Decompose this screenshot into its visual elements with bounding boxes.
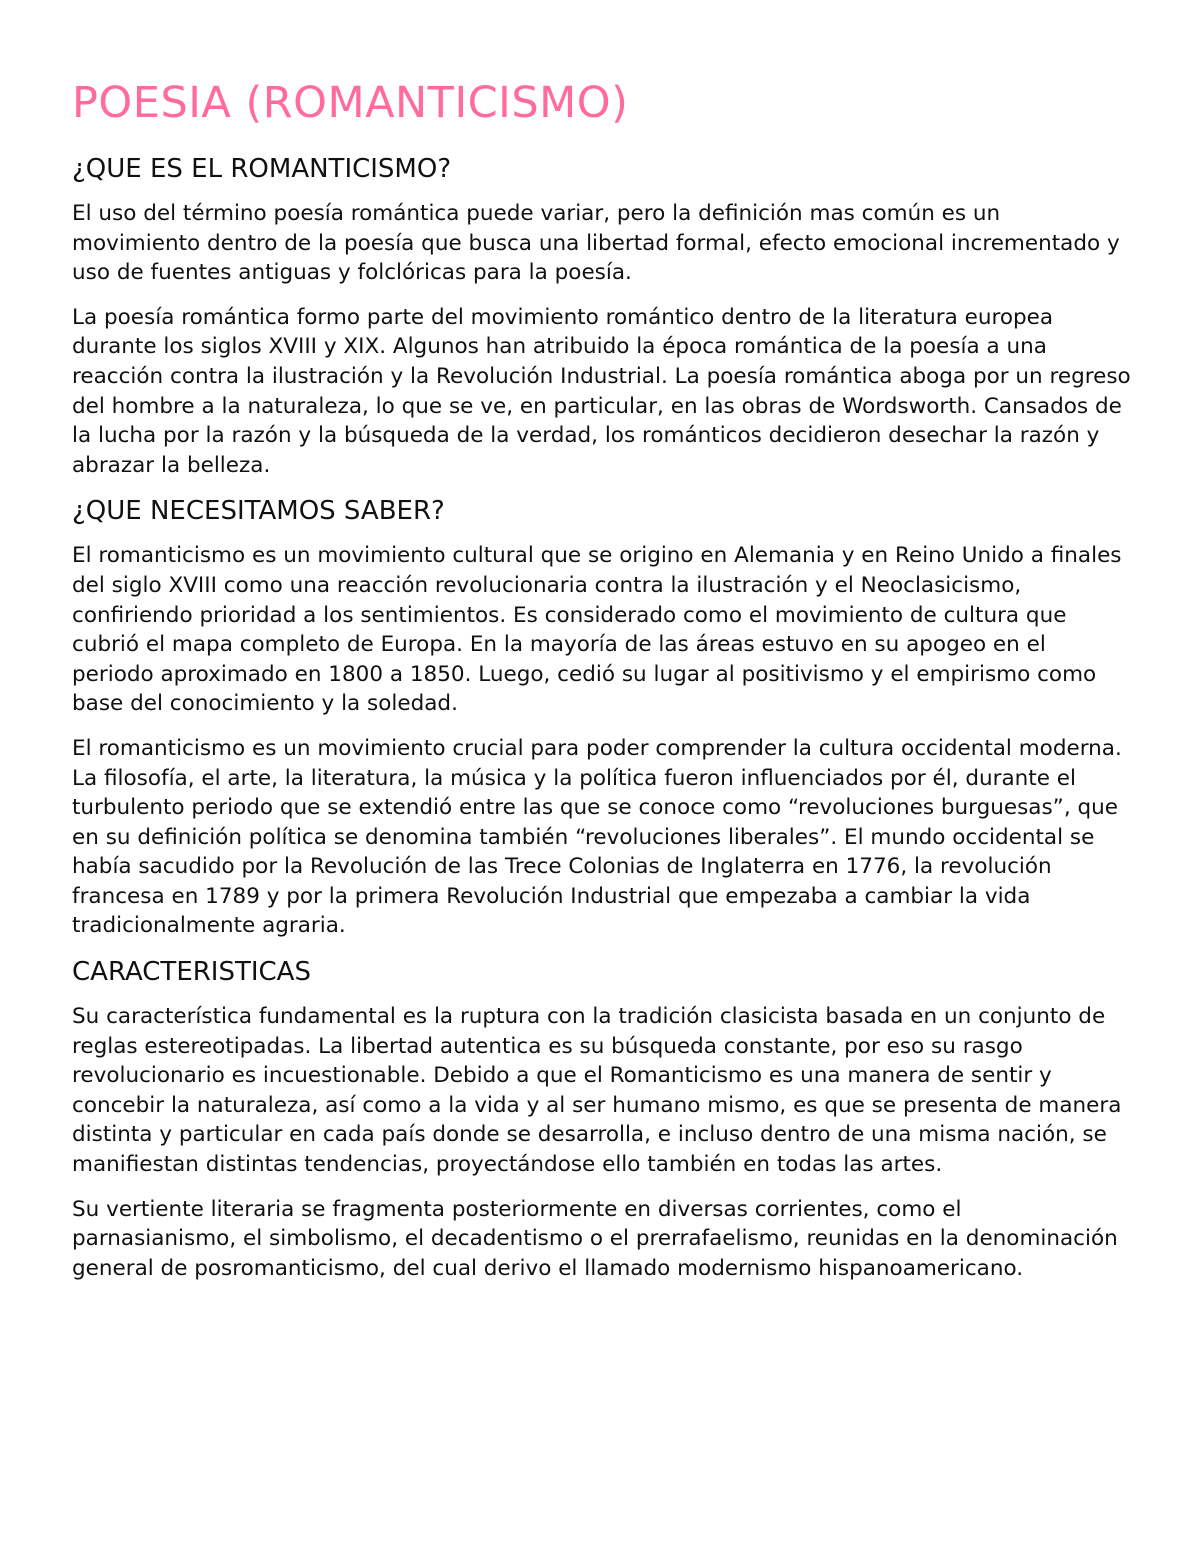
paragraph: El romanticismo es un movimiento crucial para poder comprender la cultura occidental moderna. La filosofía, el arte, la literatura, la música y la política fueron influenciados por él, durante el turbulento periodo que se extendió entre las que se conoce como “revoluciones burguesas”, que en su definición política se denomina también “revoluciones liberales”. El mundo occidental se había sacudido por la Revolución de las Trece Colonias de Inglaterra en 1776, la revolución francesa en 1789 y por la primera Revolución Industrial que empezaba a cambiar la vida tradicionalmente agraria. bbox=[72, 735, 1122, 939]
paragraph: Su característica fundamental es la ruptura con la tradición clasicista basada en un conjunto de reglas estereotipadas. La libertad autentica es su búsqueda constante, por eso su rasgo revolucionario es incuestionable. Debido a que el Romanticismo es una manera de sentir y concebir la naturaleza, así como a la vida y al ser humano mismo, es que se presenta de manera distinta y particular en cada país donde se desarrolla, e incluso dentro de una misma nación, se manifiestan distintas tendencias, proyectándose ello también en todas las artes. bbox=[72, 1004, 1122, 1178]
section-heading-que-necesitamos: ¿QUE NECESITAMOS SABER? bbox=[72, 496, 445, 527]
paragraph: La poesía romántica formo parte del movimiento romántico dentro de la literatura europea durante los siglos XVIII y XIX. Algunos han atribuido la época romántica de la poesía a una reacción contra la ilustración y la Revolución Industrial. La poesía romántica aboga por un regreso del hombre a la naturaleza, lo que se ve, en particular, en las obras de Wordsworth. Cansados de la lucha por la razón y la búsqueda de la verdad, los románticos decidieron desechar la razón y abrazar la belleza. bbox=[72, 304, 1131, 478]
paragraph: El uso del término poesía romántica puede variar, pero la definición mas común es un movimiento dentro de la poesía que busca una libertad formal, efecto emocional incrementado y uso de fuentes antiguas y folclóricas para la poesía. bbox=[72, 201, 1120, 286]
document-page bbox=[72, 72, 1132, 1283]
section-heading-caracteristicas: CARACTERISTICAS bbox=[72, 957, 311, 988]
paragraph: El romanticismo es un movimiento cultural que se origino en Alemania y en Reino Unido a finales del siglo XVIII como una reacción revolucionaria contra la ilustración y el Neoclasicismo, confiriendo prioridad a los sentimientos. Es considerado como el movimiento de cultura que cubrió el mapa completo de Europa. En la mayoría de las áreas estuvo en su apogeo en el periodo aproximado en 1800 a 1850. Luego, cedió su lugar al positivismo y el empirismo como base del conocimiento y la soledad. bbox=[72, 543, 1122, 717]
section-heading-que-es: ¿QUE ES EL ROMANTICISMO? bbox=[72, 154, 452, 184]
document-title: POESIA (ROMANTICISMO) bbox=[72, 78, 629, 128]
paragraph: Su vertiente literaria se fragmenta posteriormente en diversas corrientes, como el parnasianismo, el simbolismo, el decadentismo o el prerrafaelismo, reunidas en la denominación general de posromanticismo, del cual derivo el llamado modernismo hispanoamericano. bbox=[72, 1196, 1118, 1281]
